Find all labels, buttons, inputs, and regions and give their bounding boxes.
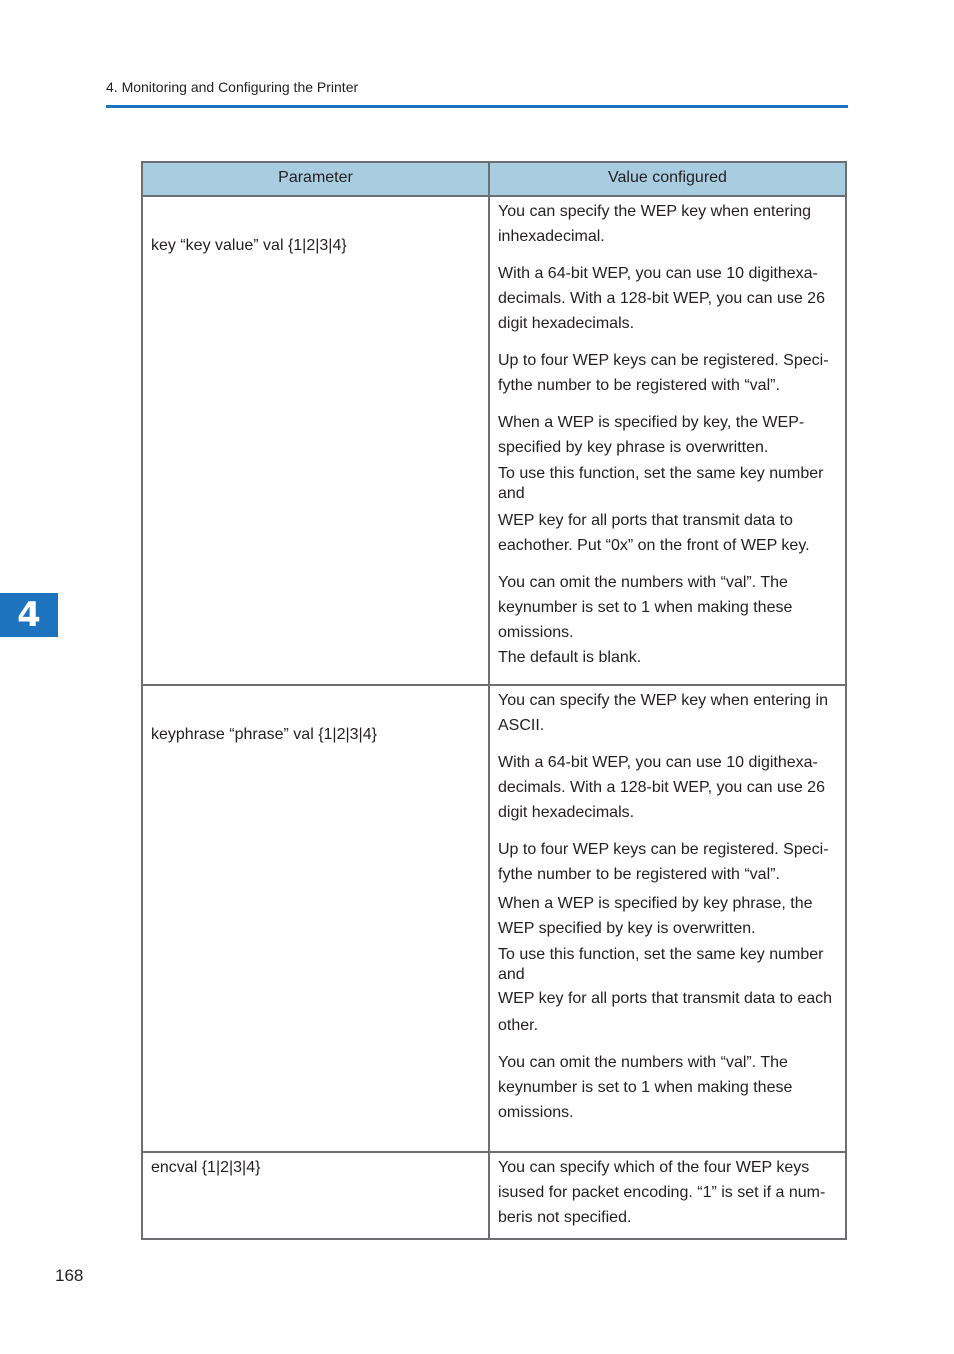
- value-paragraph: To use this function, set the same key number and: [498, 946, 824, 983]
- page-number: 168: [55, 1266, 84, 1285]
- table-row: [142, 685, 846, 1152]
- table-row: [142, 1152, 846, 1239]
- value-paragraph: WEP key for all ports that transmit data to each: [498, 990, 833, 1007]
- value-paragraph: You can specify the WEP key when entering inhexadecimal.: [498, 203, 812, 245]
- value-paragraph: To use this function, set the same key number and: [498, 465, 824, 502]
- value-paragraph: Up to four WEP keys can be registered. Speci-fythe number to be registered with “val”.: [498, 841, 829, 883]
- value-paragraph: With a 64-bit WEP, you can use 10 digithexa-decimals. With a 128-bit WEP, you can use 26 digit hexadecimals.: [498, 265, 825, 332]
- parameter-cell: key “key value” val {1|2|3|4}: [142, 196, 489, 685]
- parameter-cell: keyphrase “phrase” val {1|2|3|4}: [142, 685, 489, 1152]
- header-divider: [106, 105, 848, 108]
- parameter-table: [141, 161, 847, 1240]
- table-row: [142, 196, 846, 685]
- value-cell: [489, 1152, 846, 1239]
- running-header: 4. Monitoring and Configuring the Printer: [106, 79, 359, 95]
- value-cell: [489, 196, 846, 685]
- value-paragraph: The default is blank.: [498, 649, 642, 666]
- chapter-tab: 4: [0, 593, 58, 637]
- column-header-parameter: Parameter: [142, 162, 489, 196]
- value-paragraph: WEP key for all ports that transmit data to eachother. Put “0x” on the front of WEP key.: [498, 512, 810, 554]
- table-header-row: [142, 162, 846, 196]
- value-paragraph: When a WEP is specified by key phrase, the WEP specified by key is overwritten.: [498, 895, 813, 937]
- value-paragraph: You can omit the numbers with “val”. The keynumber is set to 1 when making these omissions.: [498, 574, 793, 641]
- value-paragraph: With a 64-bit WEP, you can use 10 digithexa-decimals. With a 128-bit WEP, you can use 26 digit hexadecimals.: [498, 754, 825, 821]
- value-paragraph: other.: [498, 1017, 539, 1034]
- value-paragraph: Up to four WEP keys can be registered. Speci-fythe number to be registered with “val”.: [498, 352, 829, 394]
- parameter-cell: encval {1|2|3|4}: [142, 1152, 489, 1239]
- value-paragraph: When a WEP is specified by key, the WEP-specified by key phrase is overwritten.: [498, 414, 805, 456]
- value-paragraph: You can specify the WEP key when entering in ASCII.: [498, 692, 828, 734]
- column-header-value: Value configured: [489, 162, 846, 196]
- value-paragraph: You can omit the numbers with “val”. The keynumber is set to 1 when making these omissions.: [498, 1054, 793, 1121]
- value-cell: [489, 685, 846, 1152]
- value-paragraph: You can specify which of the four WEP keys isused for packet encoding. “1” is set if a num-beris not specified.: [498, 1159, 826, 1226]
